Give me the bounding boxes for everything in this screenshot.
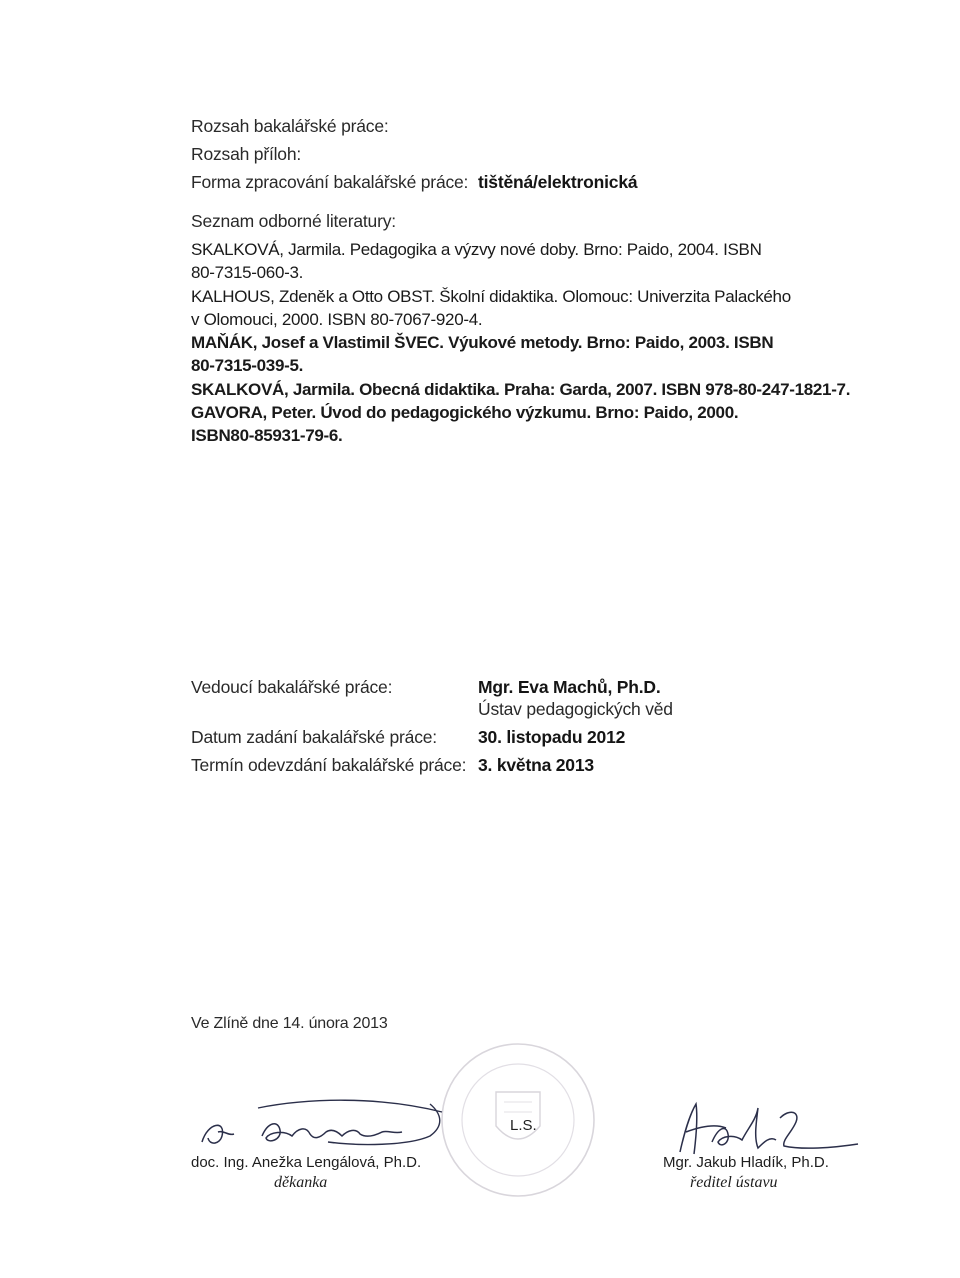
- literature-line: SKALKOVÁ, Jarmila. Obecná didaktika. Praha: Garda, 2007. ISBN 978-80-247-1821-7.: [191, 379, 851, 399]
- forma-label: Forma zpracování bakalářské práce:: [191, 172, 469, 192]
- literature-line: 80-7315-060-3.: [191, 263, 304, 283]
- director-name: Mgr. Jakub Hladík, Ph.D.: [663, 1154, 829, 1171]
- ls-label: L.S.: [510, 1117, 537, 1134]
- literature-line: MAŇÁK, Josef a Vlastimil ŠVEC. Výukové metody. Brno: Paido, 2003. ISBN: [191, 333, 774, 353]
- vedouci-name: Mgr. Eva Machů, Ph.D.: [478, 677, 661, 697]
- dean-signature: [198, 1092, 448, 1156]
- forma-value: tištěná/elektronická: [478, 172, 638, 192]
- literature-line: ISBN80-85931-79-6.: [191, 426, 343, 446]
- rozsah-prace-label: Rozsah bakalářské práce:: [191, 116, 389, 136]
- literature-list: [191, 238, 891, 448]
- literature-line: KALHOUS, Zdeněk a Otto OBST. Školní didaktika. Olomouc: Univerzita Palackého: [191, 286, 791, 306]
- literature-heading: Seznam odborné literatury:: [191, 211, 396, 231]
- datum-label: Datum zadání bakalářské práce:: [191, 727, 437, 747]
- literature-line: 80-7315-039-5.: [191, 356, 304, 376]
- director-signature: [672, 1098, 862, 1158]
- literature-line: GAVORA, Peter. Úvod do pedagogického výzkumu. Brno: Paido, 2000.: [191, 403, 739, 423]
- literature-line: SKALKOVÁ, Jarmila. Pedagogika a výzvy nové doby. Brno: Paido, 2004. ISBN: [191, 240, 762, 259]
- dean-name: doc. Ing. Anežka Lengálová, Ph.D.: [191, 1154, 422, 1171]
- place-date: Ve Zlíně dne 14. února 2013: [191, 1015, 388, 1032]
- literature-line: v Olomouci, 2000. ISBN 80-7067-920-4.: [191, 309, 483, 329]
- termin-label: Termín odevzdání bakalářské práce:: [191, 755, 467, 775]
- dean-role: děkanka: [274, 1174, 328, 1191]
- datum-value: 30. listopadu 2012: [478, 727, 626, 747]
- vedouci-label: Vedoucí bakalářské práce:: [191, 677, 393, 697]
- vedouci-institute: Ústav pedagogických věd: [478, 699, 673, 719]
- termin-value: 3. května 2013: [478, 755, 594, 775]
- director-role: ředitel ústavu: [690, 1174, 778, 1191]
- rozsah-priloh-label: Rozsah příloh:: [191, 144, 302, 164]
